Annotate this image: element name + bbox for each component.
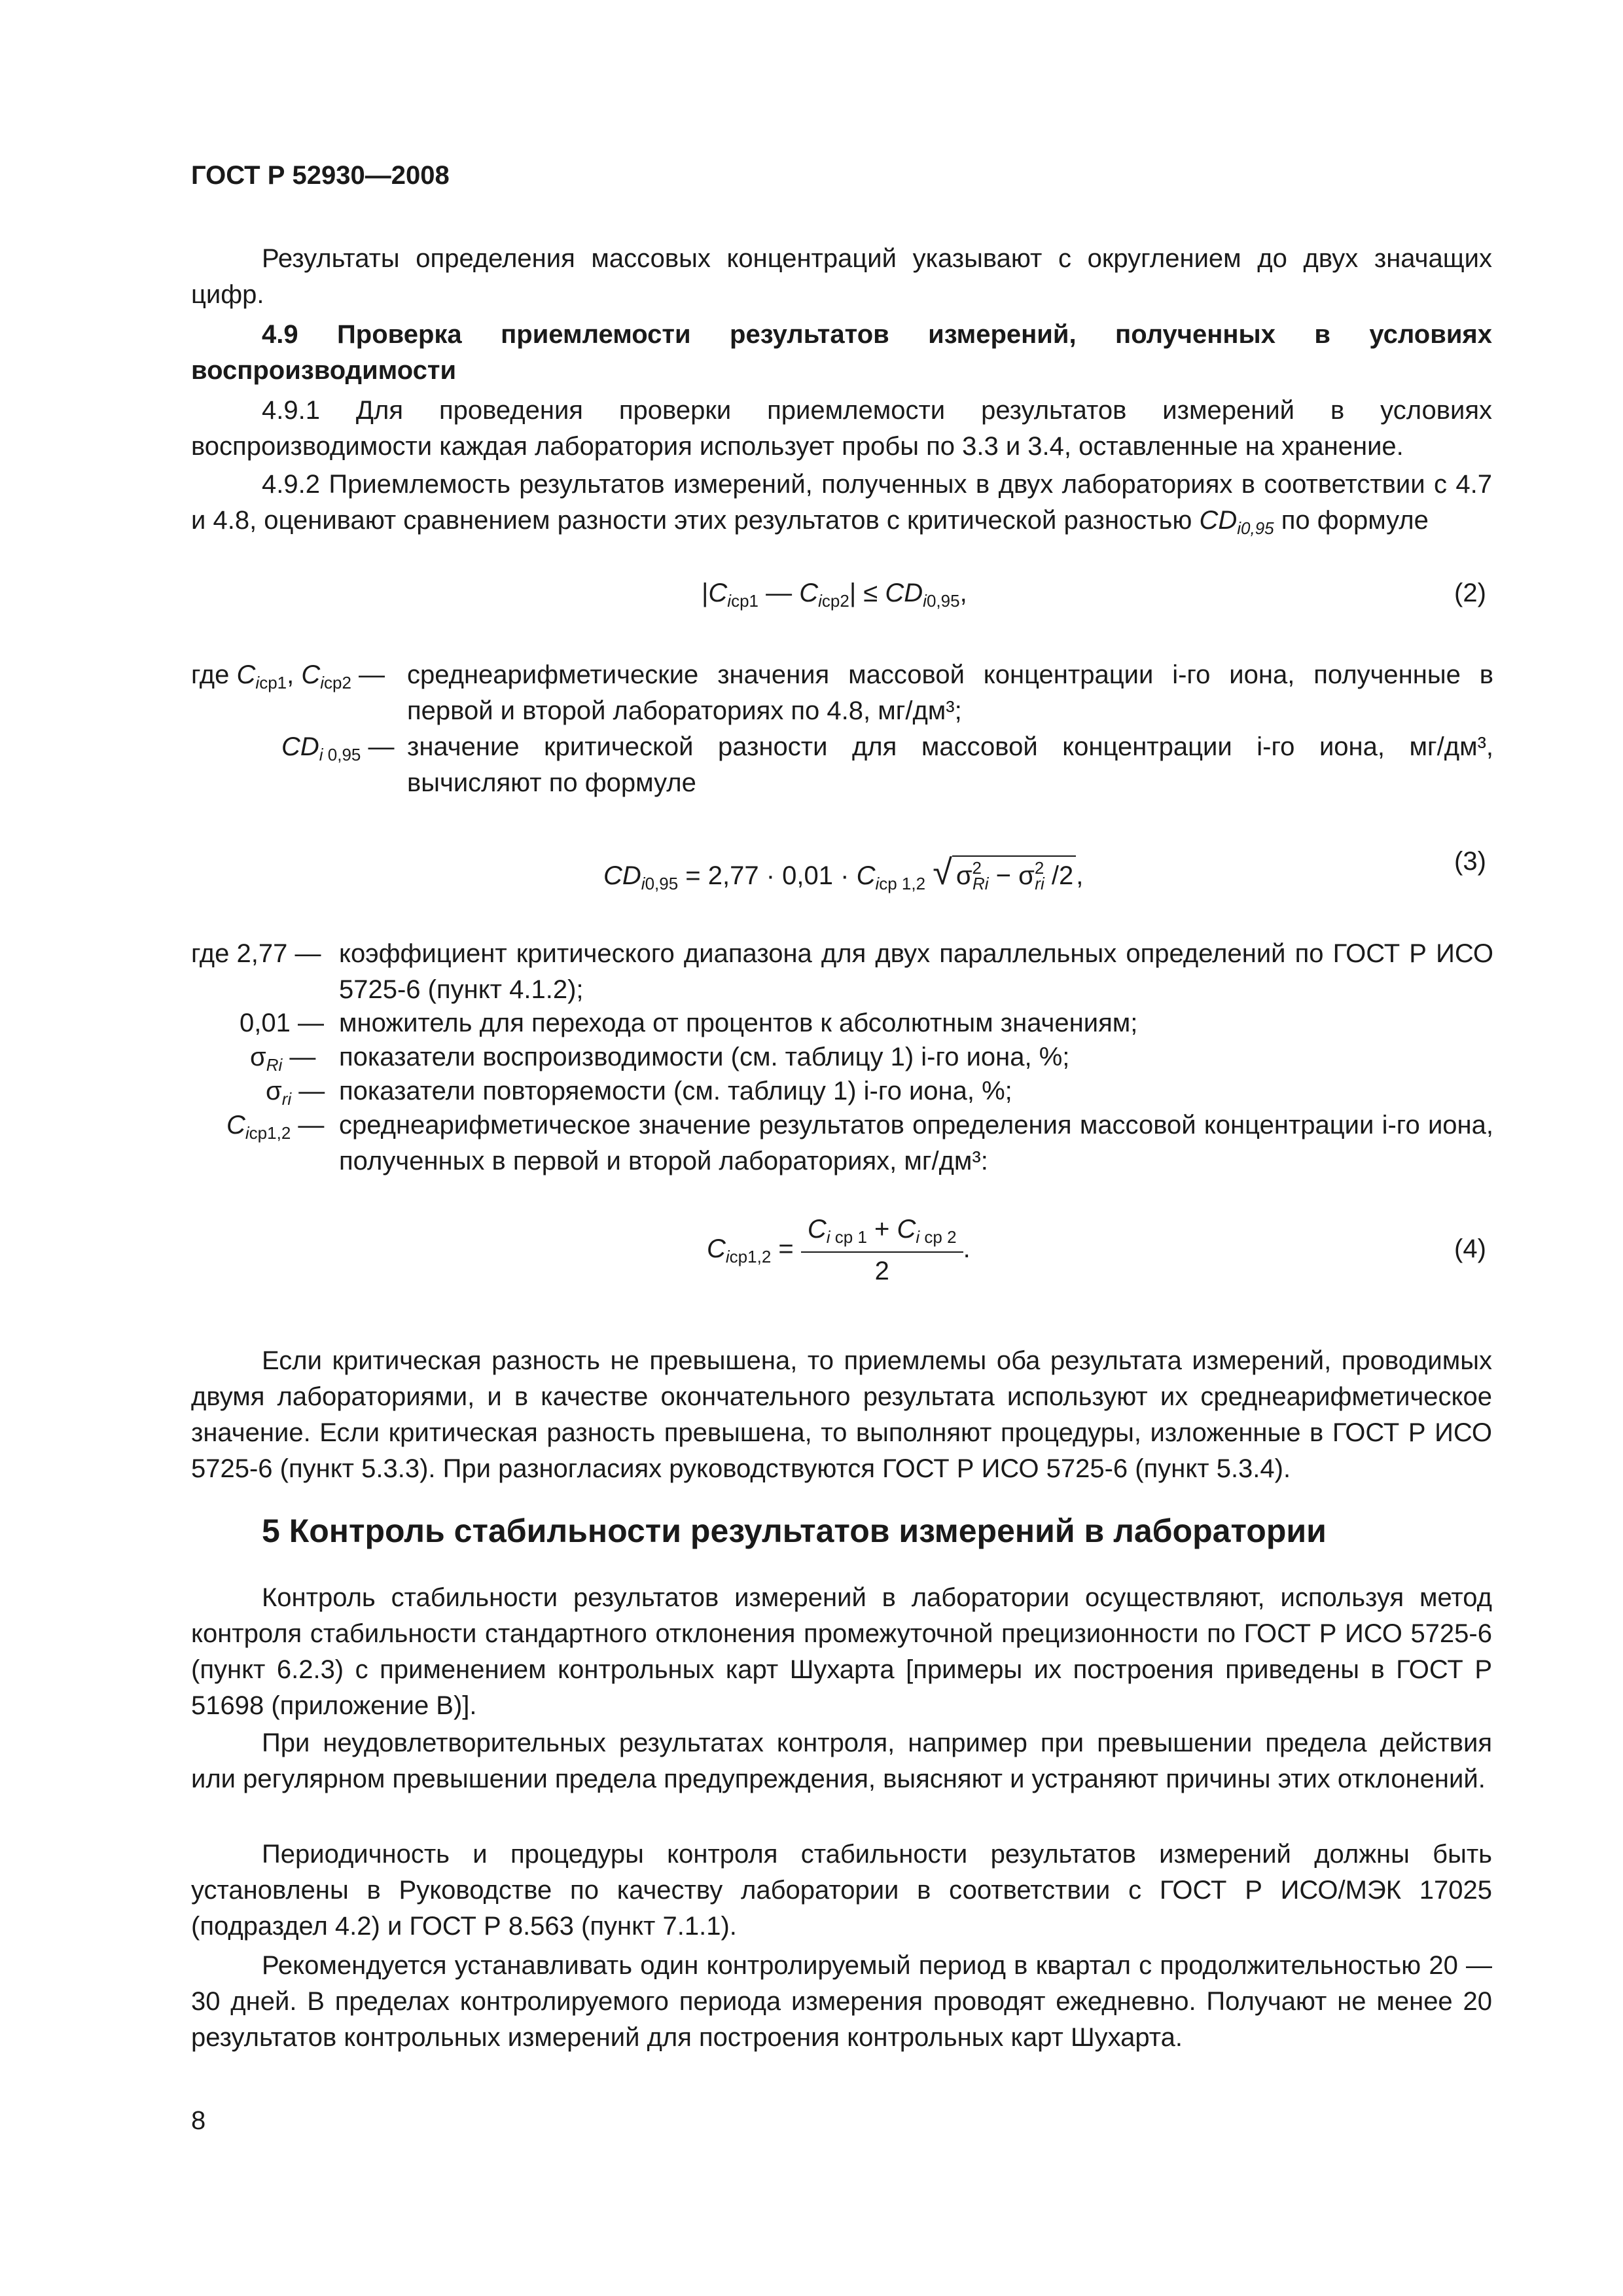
where-3-lhs: где 2,77 —: [191, 939, 321, 968]
paragraph-4-9-2-text: 4.9.2 Приемлемость результатов измерений, полученных в двух лабораториях в соответствии с 4.7 и 4.8, оценивают сравнением разности этих результатов с критической разностью: [191, 470, 1492, 535]
where-1-text: среднеарифметические значения массовой концентрации i-го иона, полученные в первой и второй лабораториях по 4.8, мг/дм³;: [407, 660, 1493, 725]
where-6-lhs: $\sigma_{ri}$ —: [266, 1077, 325, 1109]
where-7-text: среднеарифметическое значение результатов определения массовой концентрации i-го иона, полученных в первой и второй лабораториях, мг/дм³:: [339, 1111, 1493, 1175]
paragraph-results-rounding: Результаты определения массовых концентраций указывают с округлением до двух значащих цифр.: [191, 244, 1492, 309]
where-5-lhs: $\sigma_{Ri}$ —: [250, 1043, 316, 1075]
where-2-text: значение критической разности для массовой концентрации i-го иона, мг/дм³, вычисляют по формуле: [407, 732, 1493, 797]
formula-3: $CD_{i0,95} = 2,77 \cdot 0,01 \cdot C_{iср 1,2}$ √ $\sigma^2_{Ri} - \sigma^2_{ri}$ /2 ,: [603, 853, 1084, 893]
cd-symbol: $CD_{i0,95}$: [1199, 506, 1274, 538]
formula-3-number: (3): [1454, 847, 1486, 876]
where-6-text: показатели повторяемости (см. таблицу 1) i-го иона, %;: [339, 1077, 1012, 1105]
paragraph-5-3: Периодичность и процедуры контроля стабильности результатов измерений должны быть установлены в Руководстве по качеству лаборатории в соответствии с ГОСТ Р ИСО/МЭК 17025 (подраздел 4.2) и ГОСТ Р 8.563 (пункт 7.1.1).: [191, 1840, 1492, 1941]
paragraph-5-4: Рекомендуется устанавливать один контролируемый период в квартал с продолжительностью 20 — 30 дней. В пределах контролируемого периода измерения проводят ежедневно. Получают не менее 20 результатов контрольных измерений для построения контрольных карт Шухарта.: [191, 1951, 1492, 2052]
where-5-text: показатели воспроизводимости (см. таблицу 1) i-го иона, %;: [339, 1043, 1070, 1071]
paragraph-4-9-2: [191, 467, 1492, 547]
where-1-prefix: где: [191, 660, 230, 689]
where-2-lhs: $CD_{i 0,95}$ —: [281, 732, 395, 764]
where-4-text: множитель для перехода от процентов к абсолютным значениям;: [339, 1009, 1138, 1037]
formula-4-fraction: $\frac{C_{i ср 1} + C_{i ср 2}}{2}$: [801, 1215, 963, 1286]
paragraph-4-9-2-tail: по формуле: [1281, 506, 1429, 535]
formula-2: $|C_{iср1}$ — $C_{iср2}| \le CD_{i0,95}$,: [702, 579, 967, 611]
paragraph-critical-difference: Если критическая разность не превышена, то приемлемы оба результата измерений, проводимых двумя лабораториями, и в качестве окончательного результата используют их среднеарифметическое значение. Если критическая разность превышена, то выполняют процедуры, изложенные в ГОСТ Р ИСО 5725-6 (пункт 5.3.3). При разногласиях руководствуются ГОСТ Р ИСО 5725-6 (пункт 5.3.4).: [191, 1346, 1492, 1483]
where-1-lhs: где $C_{iср1}$, $C_{iср2}$ —: [191, 660, 385, 692]
where-4-lhs: 0,01 —: [240, 1009, 324, 1037]
document-header: ГОСТ Р 52930—2008: [191, 161, 450, 190]
formula-4: $C_{iср1,2}$ = $\frac{C_{i ср 1} + C_{i ср 2}}{2}$ .: [707, 1215, 971, 1285]
section-4-9-title: 4.9 Проверка приемлемости результатов измерений, полученных в условиях воспроизводимости: [191, 320, 1492, 385]
paragraph-5-2: При неудовлетворительных результатах контроля, например при превышении предела действия или регулярном превышении предела предупреждения, выясняют и устраняют причины этих отклонений.: [191, 1729, 1492, 1793]
formula-2-number: (2): [1454, 579, 1486, 607]
page-number: 8: [191, 2106, 206, 2135]
paragraph-4-9-1: 4.9.1 Для проведения проверки приемлемости результатов измерений в условиях воспроизводимости каждая лаборатория использует пробы по 3.3 и 3.4, оставленные на хранение.: [191, 396, 1492, 461]
section-5-title: 5 Контроль стабильности результатов измерений в лаборатории: [262, 1513, 1327, 1549]
where-3-text: коэффициент критического диапазона для двух параллельных определений по ГОСТ Р ИСО 5725-6 (пункт 4.1.2);: [339, 939, 1493, 1004]
where-7-lhs: $C_{iср1,2}$ —: [226, 1111, 325, 1143]
formula-4-number: (4): [1454, 1234, 1486, 1263]
paragraph-5-1: Контроль стабильности результатов измерений в лаборатории осуществляют, используя метод контроля стабильности стандартного отклонения промежуточной прецизионности по ГОСТ Р ИСО 5725-6 (пункт 6.2.3) с применением контрольных карт Шухарта [примеры их построения приведены в ГОСТ Р 51698 (приложение В)].: [191, 1583, 1492, 1720]
